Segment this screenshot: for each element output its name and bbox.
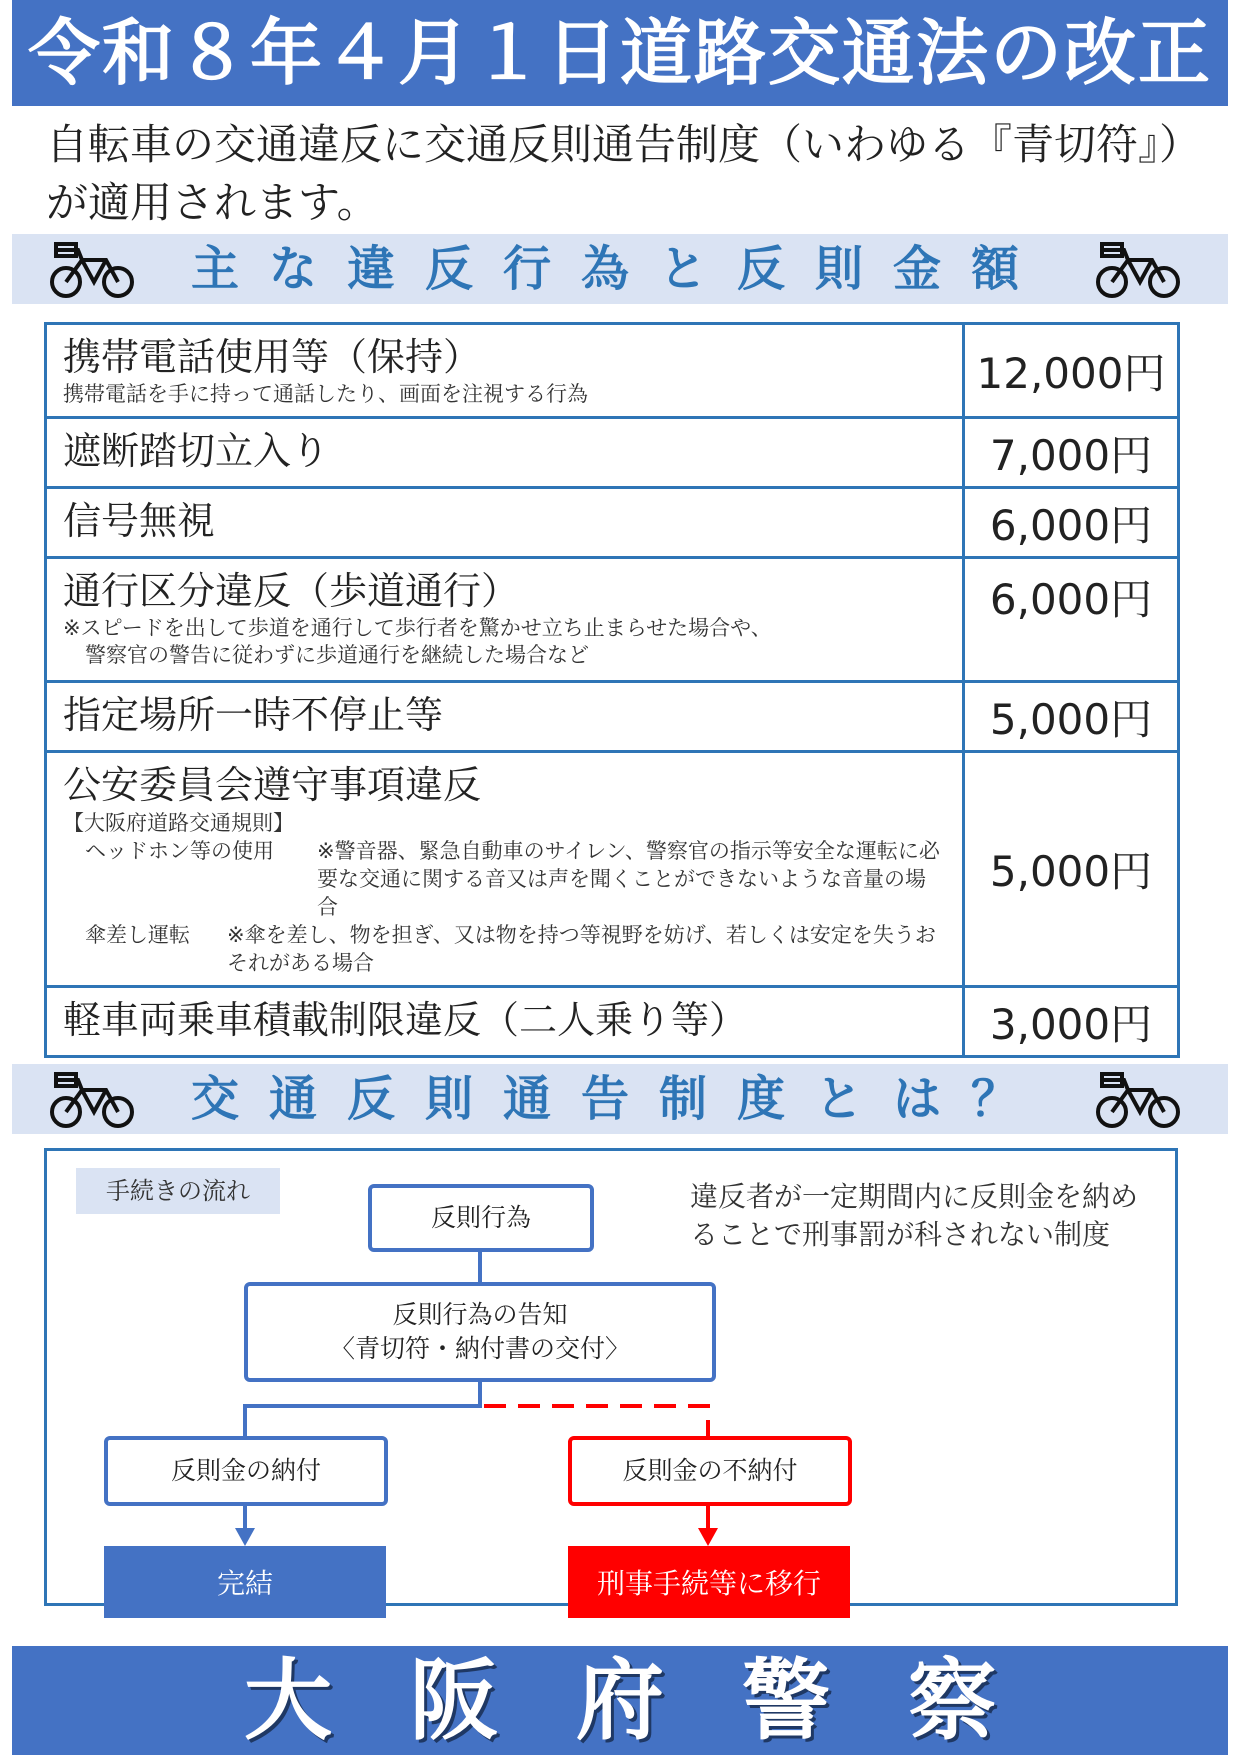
violation-note: 警察官の警告に従わずに歩道通行を継続した場合など	[85, 643, 589, 667]
fine-amount: 5,000円	[964, 682, 1179, 752]
fine-amount: 5,000円	[964, 752, 1179, 987]
flow-step-paid	[104, 1436, 388, 1506]
violation-name: 信号無視	[63, 499, 216, 543]
flow-step-label: 反則行為の告知	[392, 1300, 568, 1329]
rule-heading: 【大阪府道路交通規則】	[63, 811, 294, 835]
violation-name: 通行区分違反（歩道通行）	[63, 569, 520, 613]
flow-tag: 手続きの流れ	[76, 1168, 280, 1214]
flow-step-label: 反則金の納付	[170, 1456, 321, 1485]
rule-item-label: ヘッドホン等の使用	[85, 839, 274, 863]
flow-result-label: 完結	[216, 1567, 273, 1600]
fine-amount: 12,000円	[964, 324, 1179, 418]
system-definition: 違反者が一定期間内に反則金を納めることで刑事罰が科されない制度	[690, 1180, 1139, 1251]
violation-name: 携帯電話使用等（保持）	[63, 335, 482, 379]
intro-text: 自転車の交通違反に交通反則通告制度（いわゆる『青切符』）が適用されます。	[46, 120, 1202, 227]
section-title-fines: 主な違反行為と反則金額	[190, 241, 1049, 297]
rule-item-text: ※傘を差し、物を担ぎ、又は物を持つ等視野を妨げ、若しくは安定を失うおそれがある場合	[227, 923, 936, 975]
footer-org-name: 大阪府警察	[243, 1649, 1074, 1752]
flow-result-complete	[104, 1546, 386, 1618]
rule-item-label: 傘差し運転	[85, 923, 190, 947]
flow-step-label: 反則行為	[430, 1203, 531, 1232]
rule-item-text: ※警音器、緊急自動車のサイレン、警察官の指示等安全な運転に必要な交通に関する音又は声を聞くことができないような音量の場合	[317, 839, 940, 919]
fine-amount: 3,000円	[964, 987, 1179, 1057]
flow-step-unpaid	[568, 1436, 852, 1506]
flow-result-label: 刑事手続等に移行	[596, 1567, 821, 1600]
violation-name: 公安委員会遵守事項違反	[63, 763, 482, 807]
flow-step-notice	[244, 1282, 716, 1382]
flow-step-sublabel: 〈青切符・納付書の交付〉	[329, 1334, 630, 1363]
flow-step-violation	[368, 1184, 594, 1252]
fine-amount: 6,000円	[964, 558, 1179, 682]
fine-amount: 7,000円	[964, 418, 1179, 488]
section-title-system: 交通反則通告制度とは？	[190, 1071, 1049, 1127]
fine-amount: 6,000円	[964, 488, 1179, 558]
violation-name: 軽車両乗車積載制限違反（二人乗り等）	[63, 998, 748, 1042]
page-title: 令和８年４月１日道路交通法の改正	[27, 11, 1212, 95]
flow-step-label: 反則金の不納付	[622, 1456, 798, 1485]
violation-note: ※スピードを出して歩道を通行して歩行者を驚かせ立ち止まらせた場合や、	[63, 616, 772, 640]
flow-result-criminal	[568, 1546, 850, 1618]
violation-note: 携帯電話を手に持って通話したり、画面を注視する行為	[63, 382, 588, 406]
violation-name: 遮断踏切立入り	[63, 429, 330, 473]
violation-name: 指定場所一時不停止等	[63, 693, 444, 737]
